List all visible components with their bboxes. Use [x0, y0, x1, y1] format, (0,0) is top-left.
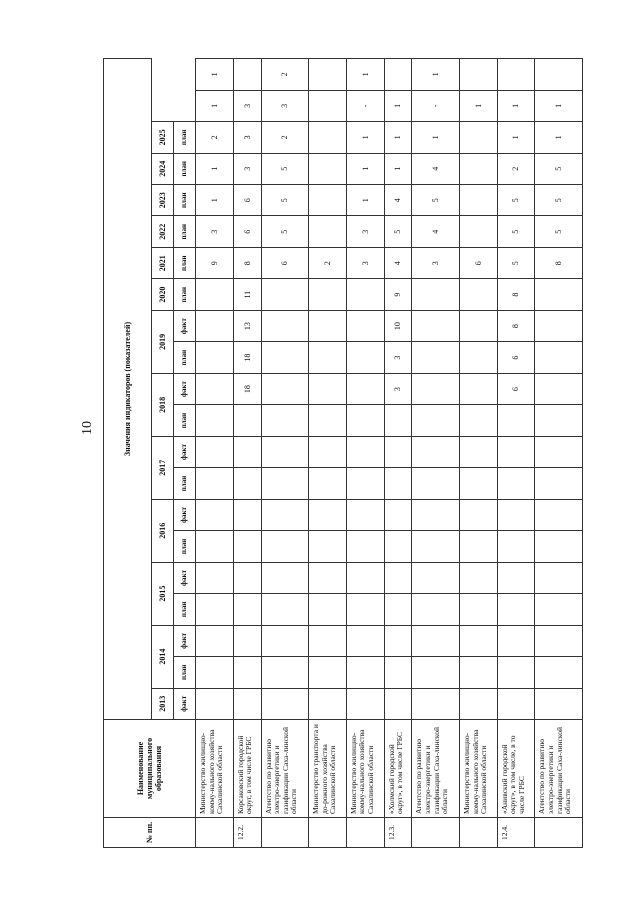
value-cell — [346, 279, 384, 310]
value-cell — [497, 688, 535, 719]
value-cell — [309, 373, 347, 404]
row-name: Министерство жилищно-комму-нального хозяйства Сахалинской области — [196, 720, 234, 818]
sub-header-plan: план — [174, 594, 196, 625]
year-header-2013: 2013 — [152, 688, 174, 719]
value-cell — [309, 468, 347, 499]
value-cell — [346, 405, 384, 436]
value-cell: 6 — [497, 342, 535, 373]
value-cell — [309, 90, 347, 121]
value-cell — [309, 216, 347, 247]
sub-header-fact: факт — [174, 373, 196, 404]
value-cell — [346, 342, 384, 373]
value-cell: 1 — [497, 122, 535, 153]
value-cell — [412, 342, 460, 373]
year-header-2016: 2016 — [152, 499, 174, 562]
value-cell — [261, 625, 309, 656]
value-cell — [535, 468, 583, 499]
value-cell: 3 — [261, 90, 309, 121]
value-cell — [384, 594, 412, 625]
value-cell: 1 — [459, 90, 497, 121]
value-cell: 3 — [384, 373, 412, 404]
sub-header-plan: план — [174, 342, 196, 373]
value-cell — [412, 373, 460, 404]
value-cell — [459, 153, 497, 184]
value-cell — [412, 279, 460, 310]
value-cell — [497, 531, 535, 562]
row-number: 12.3. — [384, 818, 412, 848]
value-cell — [412, 688, 460, 719]
table-row — [346, 59, 384, 848]
indicators-header: Значения индикаторов (показателей) — [104, 59, 152, 720]
value-cell — [535, 310, 583, 341]
value-cell — [261, 657, 309, 688]
value-cell — [535, 499, 583, 530]
sub-header-fact: факт — [174, 688, 196, 719]
value-cell — [196, 310, 234, 341]
value-cell — [261, 436, 309, 467]
row-name: Агентство по развитию электро-энергетики и газификации Саха-линской области — [535, 720, 583, 818]
value-cell — [497, 594, 535, 625]
value-cell — [459, 405, 497, 436]
value-cell: 4 — [412, 216, 460, 247]
value-cell — [459, 310, 497, 341]
indicators-table — [103, 58, 583, 848]
value-cell — [412, 562, 460, 593]
row-name: «Анивский городской округ», в том числе, в то числе ГРБС — [497, 720, 535, 818]
value-cell — [233, 436, 261, 467]
value-cell: 1 — [196, 185, 234, 216]
table-wrapper — [103, 58, 583, 848]
value-cell — [497, 499, 535, 530]
row-number — [459, 818, 497, 848]
row-name: Корсаковский городской округ, в том числе ГРБС — [233, 720, 261, 818]
value-cell: - — [412, 90, 460, 121]
value-cell — [309, 185, 347, 216]
row-number — [346, 818, 384, 848]
value-cell: 6 — [261, 247, 309, 278]
value-cell — [233, 625, 261, 656]
year-header-2025: 2025 — [152, 122, 174, 153]
sub-header-fact: факт — [174, 499, 196, 530]
value-cell — [535, 594, 583, 625]
value-cell — [497, 562, 535, 593]
value-cell — [309, 436, 347, 467]
value-cell — [535, 531, 583, 562]
value-cell — [196, 279, 234, 310]
value-cell: 2 — [261, 122, 309, 153]
value-cell — [459, 499, 497, 530]
value-cell — [196, 342, 234, 373]
value-cell — [261, 405, 309, 436]
value-cell: 3 — [233, 153, 261, 184]
value-cell: 2 — [261, 59, 309, 91]
value-cell — [497, 405, 535, 436]
sub-header-plan: план — [174, 216, 196, 247]
value-cell: 3 — [233, 90, 261, 121]
value-cell — [309, 625, 347, 656]
value-cell — [346, 468, 384, 499]
value-cell — [459, 59, 497, 91]
value-cell — [459, 279, 497, 310]
row-name: Министерство транспорта и до-рожного хозяйства Сахалинской области — [309, 720, 347, 818]
value-cell — [497, 436, 535, 467]
value-cell — [233, 688, 261, 719]
row-number — [196, 818, 234, 848]
value-cell — [309, 531, 347, 562]
value-cell — [196, 562, 234, 593]
value-cell: 6 — [233, 216, 261, 247]
value-cell: 2 — [196, 122, 234, 153]
value-cell: 6 — [233, 185, 261, 216]
value-cell — [459, 625, 497, 656]
value-cell: 18 — [233, 342, 261, 373]
value-cell — [346, 562, 384, 593]
value-cell — [497, 59, 535, 91]
value-cell — [233, 657, 261, 688]
value-cell — [261, 499, 309, 530]
value-cell — [384, 688, 412, 719]
value-cell: 3 — [346, 247, 384, 278]
value-cell — [233, 405, 261, 436]
table-row — [459, 59, 497, 848]
value-cell — [233, 499, 261, 530]
sub-header-plan: план — [174, 153, 196, 184]
value-cell — [261, 279, 309, 310]
col-name-header: Наименование муниципального образования — [104, 720, 196, 818]
value-cell — [535, 562, 583, 593]
value-cell — [412, 405, 460, 436]
value-cell: 1 — [535, 122, 583, 153]
value-cell — [346, 531, 384, 562]
table-row — [497, 59, 535, 848]
value-cell — [535, 436, 583, 467]
value-cell: 5 — [497, 247, 535, 278]
value-cell — [261, 562, 309, 593]
year-header-2023: 2023 — [152, 185, 174, 216]
year-header-2019: 2019 — [152, 310, 174, 373]
value-cell — [497, 625, 535, 656]
value-cell — [196, 594, 234, 625]
value-cell — [309, 310, 347, 341]
value-cell — [459, 342, 497, 373]
table-row — [412, 59, 460, 848]
value-cell — [535, 279, 583, 310]
value-cell: 1 — [412, 122, 460, 153]
value-cell: 11 — [233, 279, 261, 310]
value-cell: 5 — [412, 185, 460, 216]
sub-header-plan: план — [174, 468, 196, 499]
value-cell — [412, 310, 460, 341]
value-cell — [412, 531, 460, 562]
value-cell: 5 — [497, 185, 535, 216]
value-cell — [346, 499, 384, 530]
value-cell: 2 — [497, 153, 535, 184]
year-header-2014: 2014 — [152, 625, 174, 688]
value-cell — [261, 310, 309, 341]
value-cell — [261, 688, 309, 719]
table-row — [384, 59, 412, 848]
value-cell — [196, 468, 234, 499]
value-cell — [412, 468, 460, 499]
value-cell — [196, 436, 234, 467]
value-cell: 1 — [346, 59, 384, 91]
value-cell: - — [346, 90, 384, 121]
value-cell — [497, 468, 535, 499]
sub-header-fact: факт — [174, 625, 196, 656]
sub-header-fact: факт — [174, 436, 196, 467]
value-cell: 3 — [384, 342, 412, 373]
value-cell: 6 — [497, 373, 535, 404]
year-header-2020: 2020 — [152, 279, 174, 310]
row-number — [309, 818, 347, 848]
value-cell: 8 — [535, 247, 583, 278]
value-cell — [535, 405, 583, 436]
value-cell: 1 — [497, 90, 535, 121]
value-cell — [346, 657, 384, 688]
value-cell — [261, 342, 309, 373]
value-cell — [233, 594, 261, 625]
value-cell: 3 — [412, 247, 460, 278]
value-cell: 3 — [196, 216, 234, 247]
value-cell — [384, 468, 412, 499]
value-cell: 1 — [384, 122, 412, 153]
value-cell — [412, 436, 460, 467]
value-cell — [384, 562, 412, 593]
value-cell: 5 — [384, 216, 412, 247]
row-number — [535, 818, 583, 848]
value-cell: 8 — [497, 279, 535, 310]
value-cell — [459, 657, 497, 688]
value-cell — [535, 59, 583, 91]
value-cell — [459, 594, 497, 625]
value-cell — [459, 531, 497, 562]
value-cell — [384, 531, 412, 562]
value-cell — [535, 342, 583, 373]
value-cell: 5 — [497, 216, 535, 247]
value-cell: 5 — [261, 185, 309, 216]
row-number — [412, 818, 460, 848]
value-cell: 8 — [497, 310, 535, 341]
table-row — [196, 59, 234, 848]
value-cell: 5 — [535, 185, 583, 216]
value-cell: 4 — [412, 153, 460, 184]
value-cell — [535, 373, 583, 404]
value-cell: 8 — [233, 247, 261, 278]
value-cell — [233, 468, 261, 499]
value-cell — [346, 594, 384, 625]
value-cell — [261, 468, 309, 499]
value-cell — [309, 405, 347, 436]
value-cell: 1 — [384, 90, 412, 121]
page-number: 10 — [80, 421, 95, 435]
value-cell — [384, 657, 412, 688]
value-cell — [309, 342, 347, 373]
value-cell — [346, 310, 384, 341]
year-header-2017: 2017 — [152, 436, 174, 499]
value-cell — [459, 436, 497, 467]
value-cell: 1 — [384, 153, 412, 184]
value-cell — [346, 436, 384, 467]
value-cell: 1 — [196, 153, 234, 184]
value-cell: 3 — [233, 122, 261, 153]
value-cell: 1 — [346, 122, 384, 153]
value-cell: 18 — [233, 373, 261, 404]
value-cell — [412, 594, 460, 625]
year-header-2022: 2022 — [152, 216, 174, 247]
value-cell — [459, 373, 497, 404]
row-name: Агентство по развитию электро-энергетики и газификации Саха-линской области — [261, 720, 309, 818]
sub-header-plan: план — [174, 279, 196, 310]
value-cell: 5 — [261, 216, 309, 247]
value-cell — [309, 59, 347, 91]
value-cell: 5 — [261, 153, 309, 184]
value-cell — [346, 688, 384, 719]
value-cell: 13 — [233, 310, 261, 341]
value-cell — [233, 59, 261, 91]
value-cell — [309, 122, 347, 153]
value-cell — [196, 688, 234, 719]
value-cell — [233, 562, 261, 593]
year-header-2024: 2024 — [152, 153, 174, 184]
row-number: 12.4. — [497, 818, 535, 848]
value-cell: 3 — [346, 216, 384, 247]
value-cell: 1 — [346, 153, 384, 184]
value-cell — [309, 562, 347, 593]
sub-header-fact: факт — [174, 562, 196, 593]
table-row — [233, 59, 261, 848]
sub-header-fact: факт — [174, 310, 196, 341]
value-cell: 5 — [535, 153, 583, 184]
row-number: 12.2. — [233, 818, 261, 848]
value-cell — [261, 594, 309, 625]
value-cell — [535, 688, 583, 719]
value-cell — [196, 657, 234, 688]
value-cell — [535, 625, 583, 656]
value-cell — [384, 625, 412, 656]
row-name: Министерство жилищно-комму-нального хозяйства Сахалинской области — [346, 720, 384, 818]
value-cell: 9 — [384, 279, 412, 310]
table-row — [261, 59, 309, 848]
row-name: Министерство жилищно-комму-нального хозяйства Сахалинской области — [459, 720, 497, 818]
value-cell — [233, 531, 261, 562]
value-cell — [459, 562, 497, 593]
table-row — [309, 59, 347, 848]
value-cell — [309, 153, 347, 184]
year-header-2021: 2021 — [152, 247, 174, 278]
value-cell — [196, 625, 234, 656]
value-cell — [346, 625, 384, 656]
value-cell — [309, 657, 347, 688]
value-cell — [309, 499, 347, 530]
value-cell — [384, 405, 412, 436]
value-cell — [309, 688, 347, 719]
value-cell: 1 — [412, 59, 460, 91]
value-cell — [261, 373, 309, 404]
row-name: Агентство по развитию электро-энергетики и газификации Саха-линской области — [412, 720, 460, 818]
sub-header-plan: план — [174, 247, 196, 278]
row-number — [261, 818, 309, 848]
value-cell: 1 — [535, 90, 583, 121]
value-cell — [346, 373, 384, 404]
table-row — [535, 59, 583, 848]
value-cell — [459, 185, 497, 216]
sub-header-plan: план — [174, 185, 196, 216]
value-cell: 4 — [384, 185, 412, 216]
value-cell: 1 — [346, 185, 384, 216]
value-cell: 9 — [196, 247, 234, 278]
value-cell — [384, 499, 412, 530]
sub-header-plan: план — [174, 657, 196, 688]
value-cell: 1 — [196, 90, 234, 121]
row-name: «Холмский городской округ», в том числе ГРБС — [384, 720, 412, 818]
year-header-2018: 2018 — [152, 373, 174, 436]
value-cell: 10 — [384, 310, 412, 341]
value-cell: 1 — [196, 59, 234, 91]
year-header-2015: 2015 — [152, 562, 174, 625]
sub-header-plan: план — [174, 531, 196, 562]
value-cell: 6 — [459, 247, 497, 278]
value-cell — [196, 373, 234, 404]
col-num-header: № пп. — [104, 818, 196, 848]
value-cell — [309, 279, 347, 310]
value-cell — [196, 499, 234, 530]
value-cell — [309, 594, 347, 625]
sub-header-plan: план — [174, 405, 196, 436]
value-cell — [412, 625, 460, 656]
value-cell: 2 — [309, 247, 347, 278]
value-cell — [459, 688, 497, 719]
value-cell — [196, 405, 234, 436]
value-cell — [384, 436, 412, 467]
value-cell: 5 — [535, 216, 583, 247]
value-cell — [459, 468, 497, 499]
value-cell — [384, 59, 412, 91]
value-cell — [261, 531, 309, 562]
value-cell — [535, 657, 583, 688]
value-cell — [412, 499, 460, 530]
value-cell — [459, 216, 497, 247]
value-cell: 4 — [384, 247, 412, 278]
value-cell — [459, 122, 497, 153]
value-cell — [196, 531, 234, 562]
sub-header-plan: план — [174, 122, 196, 153]
value-cell — [497, 657, 535, 688]
value-cell — [412, 657, 460, 688]
